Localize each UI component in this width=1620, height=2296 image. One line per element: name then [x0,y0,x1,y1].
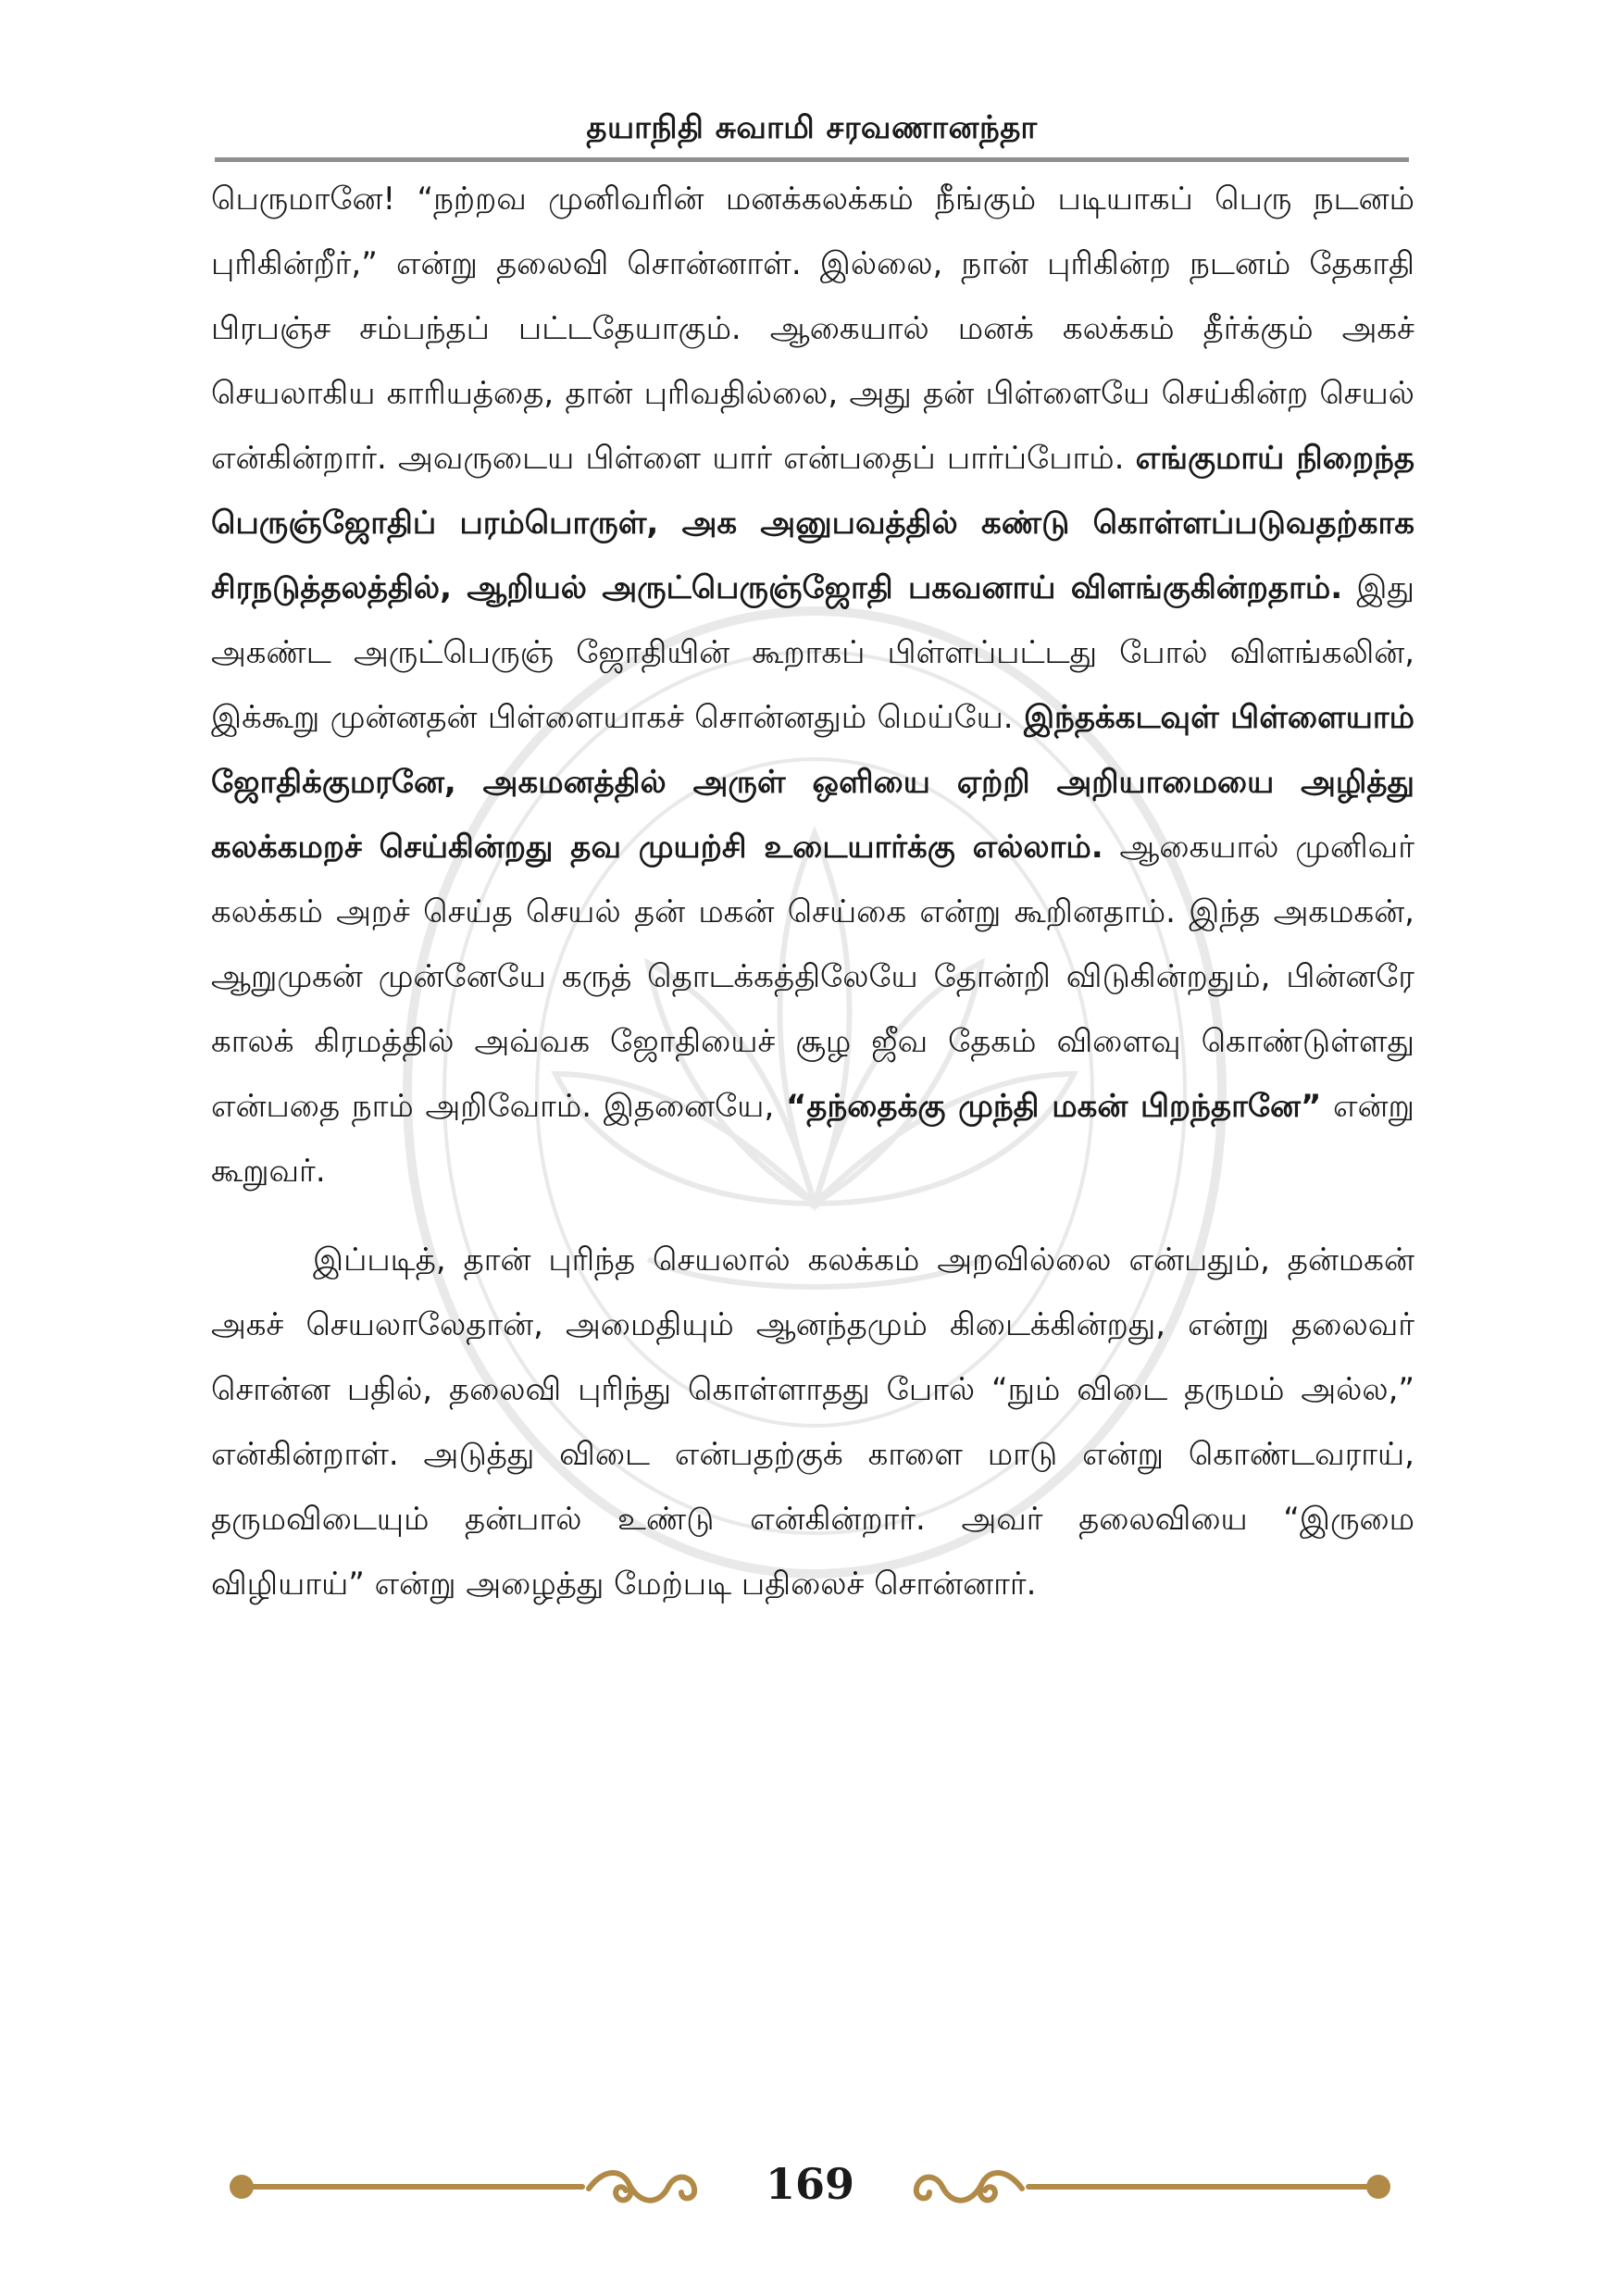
swirl-ornament-left [585,2159,705,2215]
text-segment: இது அகண்ட அருட்பெருஞ் ஜோதியின் கூறாகப் பிள்ளப்பட்டது போல் விளங்கலின், இக்கூறு முன்னதன் பிள்ளையாகச் சொன்னதும் மெய்யே. [211,569,1414,736]
swirl-ornament-right [905,2159,1026,2215]
text-segment: என்று கூறுவர். [211,1088,1414,1190]
text-segment: பெருமானே! “நற்றவ முனிவரின் மனக்கலக்கம் நீங்கும் படியாகப் பெரு நடனம் புரிகின்றீர்,” என்று தலைவி சொன்னாள். இல்லை, நான் புரிகின்ற நடனம் தேகாதி பிரபஞ்ச சம்பந்தப் பட்டதேயாகும். ஆகையால் மனக் கலக்கம் தீர்க்கும் அகச் செயலாகிய காரியத்தை, தான் புரிவதில்லை, அது தன் பிள்ளையே செய்கின்ற செயல் என்கின்றார். அவருடைய பிள்ளை யார் என்பதைப் பார்ப்போம். [211,181,1414,477]
text-segment: இப்படித், தான் புரிந்த செயலால் கலக்கம் அறவில்லை என்பதும், தன்மகன் அகச் செயலாலேதான், அமைதியும் ஆனந்தமும் கிடைக்கின்றது, என்று தலைவர் சொன்ன பதில், தலைவி புரிந்து கொள்ளாதது போல் “நும் விடை தருமம் அல்ல,” என்கின்றாள். அடுத்து விடை என்பதற்குக் காளை மாடு என்று கொண்டவராய், தருமவிடையும் தன்பால் உண்டு என்கின்றார். அவர் தலைவியை “இருமை விழியாய்” என்று அழைத்து மேற்படி பதிலைச் சொன்னார். [211,1242,1414,1603]
page-number: 169 [765,2159,855,2209]
body-text [211,167,1414,1616]
text-segment: ஆகையால் முனிவர் கலக்கம் அறச் செய்த செயல் தன் மகன் செய்கை என்று கூறினதாம். இந்த அகமகன், ஆறுமுகன் முன்னேயே கருத் தொடக்கத்திலேயே தோன்றி விடுகின்றதும், பின்னரே காலக் கிரமத்தில் அவ்வக ஜோதியைச் சூழ ஜீவ தேகம் விளைவு கொண்டுள்ளது என்பதை நாம் அறிவோம். இதனையே, [211,829,1414,1125]
bold-segment: இந்தக்கடவுள் பிள்ளையாம் ஜோதிக்குமரனே, அகமனத்தில் அருள் ஒளியை ஏற்றி அறியாமையை அழித்து கலக்கமறச் செய்கின்றது தவ முயற்சி உடையார்க்கு எல்லாம். [211,699,1414,866]
footer-line-right [1026,2184,1376,2190]
paragraph-2 [211,1228,1414,1616]
paragraph-1 [211,167,1414,1204]
running-header: தயாநிதி சுவாமி சரவணானந்தா [586,109,1038,146]
bold-segment: எங்குமாய் நிறைந்த பெருஞ்ஜோதிப் பரம்பொருள், அக அனுபவத்தில் கண்டு கொள்ளப்படுவதற்காக சிரநடுத்தலத்தில், ஆறியல் அருட்பெருஞ்ஜோதி பகவனாய் விளங்குகின்றதாம். [211,440,1414,606]
bold-segment: “தந்தைக்கு முந்தி மகன் பிறந்தானே” [785,1088,1322,1125]
footer-dot-right [1366,2175,1390,2199]
header-rule [215,157,1409,162]
footer-line-left [243,2184,585,2190]
